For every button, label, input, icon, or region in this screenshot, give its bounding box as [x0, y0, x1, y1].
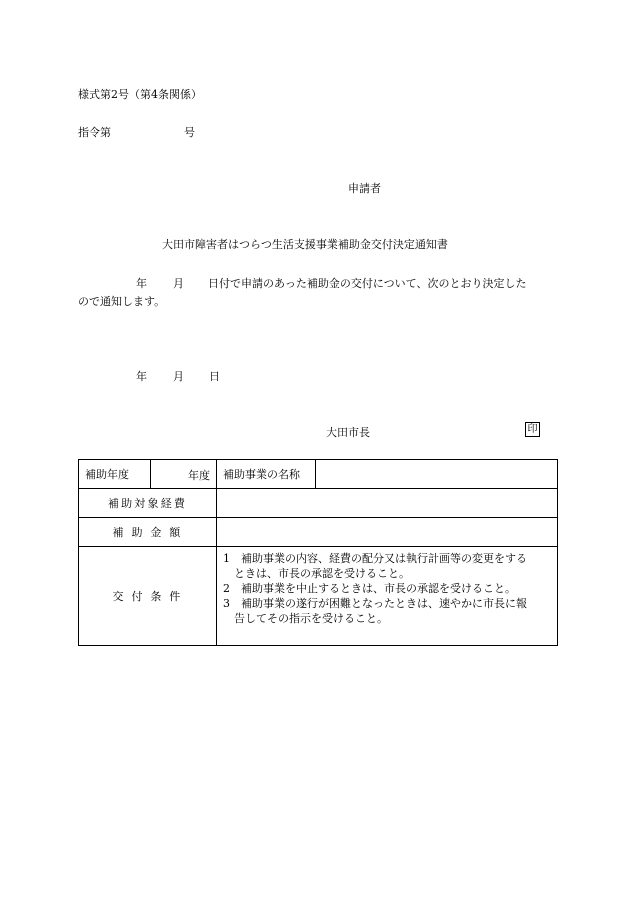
target-expense-label: 補助対象経費: [79, 489, 217, 518]
target-expense-value: [217, 489, 558, 518]
issuer-name: 大田市長: [326, 426, 370, 439]
table-row: [79, 547, 558, 646]
order-number-suffix: 号: [184, 126, 195, 139]
order-number-prefix: 指令第: [78, 126, 111, 139]
conditions-label: 交 付 条 件: [79, 547, 217, 646]
date-day: 日: [209, 370, 220, 383]
project-name-label: 補助事業の名称: [217, 460, 316, 489]
date-year: 年: [136, 370, 147, 383]
table-row: [79, 460, 558, 489]
fiscal-year-unit: 年度: [188, 469, 210, 482]
grant-table: [78, 459, 558, 646]
condition-line: 告してその指示を受けること。: [223, 612, 388, 625]
body-line1: 日付で申請のあった補助金の交付について、次のとおり決定した: [208, 277, 527, 290]
body-line2: ので通知します。: [78, 295, 166, 308]
table-row: [79, 489, 558, 518]
body-year: 年: [136, 277, 147, 290]
date-month: 月: [173, 370, 184, 383]
table-row: [79, 518, 558, 547]
applicant-label: 申請者: [348, 182, 381, 195]
conditions-text: [217, 547, 558, 646]
body-month: 月: [173, 277, 184, 290]
condition-line: 1 補助事業の内容、経費の配分又は執行計画等の変更をする: [223, 552, 527, 565]
condition-line: ときは、市長の承認を受けること。: [223, 567, 410, 580]
condition-line: 2 補助事業を中止するときは、市長の承認を受けること。: [223, 582, 516, 595]
grant-amount-value: [217, 518, 558, 547]
grant-amount-label: 補 助 金 額: [79, 518, 217, 547]
project-name-value: [316, 460, 558, 489]
seal-mark: 印: [525, 422, 540, 437]
fiscal-year-cell: [151, 460, 217, 489]
document-title: 大田市障害者はつらつ生活支援事業補助金交付決定通知書: [162, 238, 448, 251]
form-number: 様式第2号（第4条関係）: [78, 88, 202, 101]
fiscal-year-label: 補助年度: [79, 460, 151, 489]
condition-line: 3 補助事業の遂行が困難となったときは、速やかに市長に報: [223, 597, 527, 610]
